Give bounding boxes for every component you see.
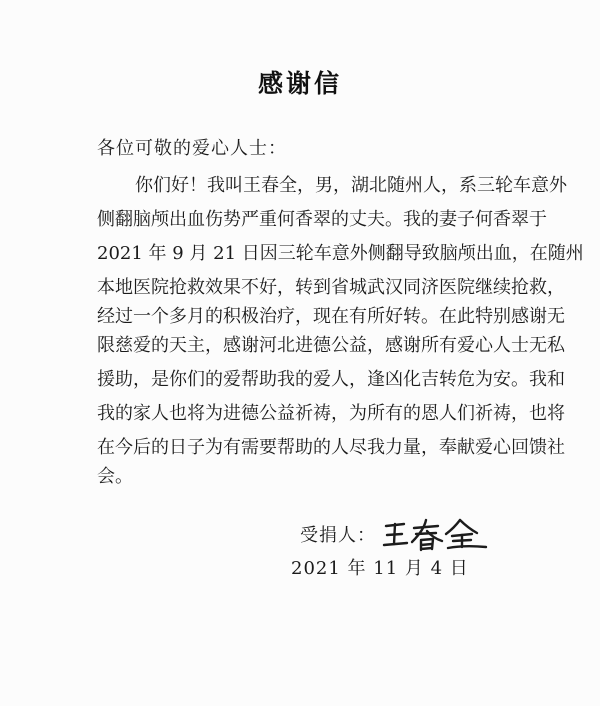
body-line: 2021 年 9 月 21 日因三轮车意外侧翻导致脑颅出血，在随州 [97, 243, 584, 264]
body-line: 援助，是你们的爱帮助我的爱人，逢凶化吉转危为安。我和 [97, 369, 565, 390]
handwritten-signature [380, 514, 492, 554]
body-line: 在今后的日子为有需要帮助的人尽我力量，奉献爱心回馈社 [97, 437, 565, 458]
letter-date: 2021 年 11 月 4 日 [291, 558, 469, 579]
letter-title: 感谢信 [257, 69, 342, 98]
body-line: 侧翻脑颅出血伤势严重何香翠的丈夫。我的妻子何香翠于 [97, 209, 547, 230]
body-line: 限慈爱的天主，感谢河北进德公益，感谢所有爱心人士无私 [97, 335, 565, 356]
signer-row [300, 514, 492, 554]
body-line: 本地医院抢救效果不好，转到省城武汉同济医院继续抢救， [97, 277, 565, 298]
body-line: 你们好！我叫王春全，男，湖北随州人，系三轮车意外 [135, 175, 567, 196]
letter-greeting: 各位可敬的爱心人士： [97, 138, 287, 159]
body-line: 经过一个多月的积极治疗，现在有所好转。在此特别感谢无 [97, 306, 565, 327]
body-line: 我的家人也将为进德公益祈祷，为所有的恩人们祈祷，也将 [97, 403, 565, 424]
body-line: 会。 [97, 466, 133, 487]
signer-label: 受捐人： [300, 525, 376, 546]
